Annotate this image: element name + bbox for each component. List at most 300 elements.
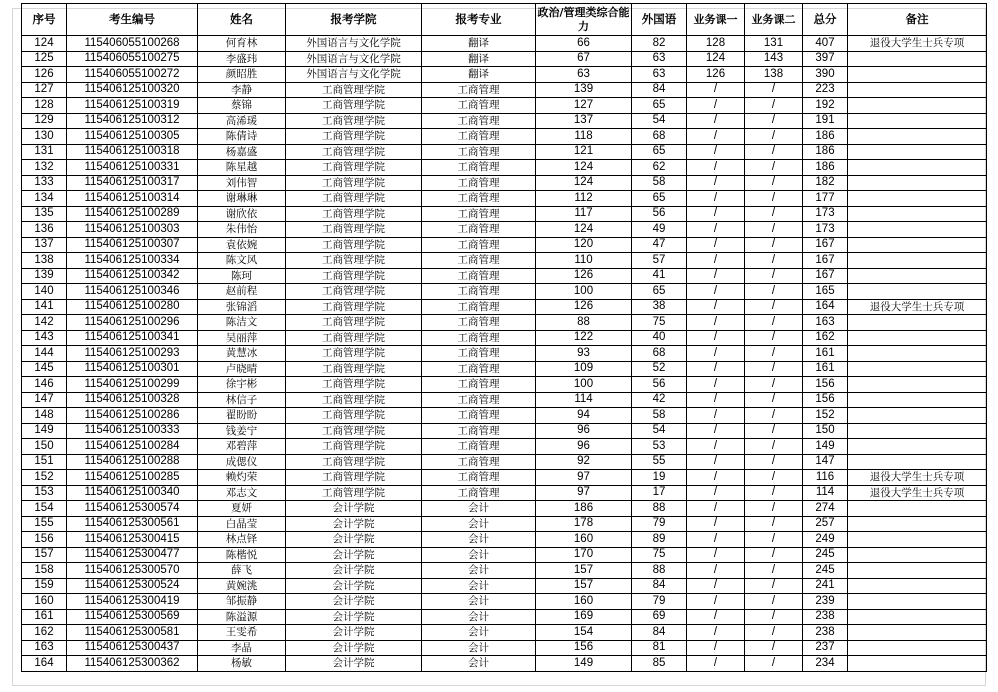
cell-college: 工商管理学院 (286, 82, 422, 98)
table-row (22, 129, 987, 145)
cell-course1: / (687, 594, 745, 610)
cell-course1: / (687, 361, 745, 377)
cell-major: 工商管理 (422, 82, 536, 98)
cell-course1: / (687, 485, 745, 501)
cell-total: 173 (803, 206, 848, 222)
cell-politics: 97 (536, 470, 632, 486)
cell-english: 65 (632, 144, 687, 160)
cell-total: 152 (803, 408, 848, 424)
table-row (22, 237, 987, 253)
cell-english: 84 (632, 578, 687, 594)
cell-college: 工商管理学院 (286, 423, 422, 439)
cell-seq: 142 (22, 315, 67, 331)
cell-politics: 122 (536, 330, 632, 346)
table-row (22, 656, 987, 672)
cell-politics: 66 (536, 36, 632, 52)
cell-major: 会计 (422, 501, 536, 517)
header-major: 报考专业 (422, 4, 536, 36)
cell-course2: / (745, 656, 803, 672)
cell-college: 外国语言与文化学院 (286, 36, 422, 52)
cell-college: 工商管理学院 (286, 346, 422, 362)
cell-course1: / (687, 113, 745, 129)
table-row (22, 144, 987, 160)
cell-name: 吴丽萍 (198, 330, 286, 346)
cell-english: 89 (632, 532, 687, 548)
cell-course2: / (745, 191, 803, 207)
cell-seq: 144 (22, 346, 67, 362)
cell-course1: / (687, 299, 745, 315)
cell-total: 162 (803, 330, 848, 346)
cell-note (848, 563, 987, 579)
cell-total: 161 (803, 361, 848, 377)
cell-course1: / (687, 129, 745, 145)
cell-english: 62 (632, 160, 687, 176)
cell-course1: / (687, 268, 745, 284)
cell-total: 192 (803, 98, 848, 114)
cell-note (848, 253, 987, 269)
cell-name: 夏妍 (198, 501, 286, 517)
cell-major: 工商管理 (422, 470, 536, 486)
cell-college: 工商管理学院 (286, 222, 422, 238)
cell-seq: 128 (22, 98, 67, 114)
cell-politics: 186 (536, 501, 632, 517)
cell-note (848, 408, 987, 424)
cell-seq: 159 (22, 578, 67, 594)
cell-name: 邓碧萍 (198, 439, 286, 455)
cell-english: 41 (632, 268, 687, 284)
cell-course1: / (687, 315, 745, 331)
cell-note (848, 656, 987, 672)
cell-college: 工商管理学院 (286, 98, 422, 114)
cell-major: 工商管理 (422, 330, 536, 346)
cell-course2: / (745, 516, 803, 532)
table-row (22, 377, 987, 393)
cell-name: 陈洁文 (198, 315, 286, 331)
cell-note (848, 315, 987, 331)
cell-college: 会计学院 (286, 563, 422, 579)
cell-course1: 128 (687, 36, 745, 52)
cell-college: 工商管理学院 (286, 253, 422, 269)
cell-note (848, 206, 987, 222)
cell-course1: / (687, 144, 745, 160)
cell-total: 238 (803, 625, 848, 641)
cell-course2: / (745, 408, 803, 424)
cell-name: 钱姜宁 (198, 423, 286, 439)
cell-politics: 156 (536, 640, 632, 656)
cell-seq: 143 (22, 330, 67, 346)
cell-candidate-id: 115406125300574 (67, 501, 198, 517)
cell-name: 赵前程 (198, 284, 286, 300)
cell-seq: 145 (22, 361, 67, 377)
cell-major: 工商管理 (422, 299, 536, 315)
cell-course2: / (745, 501, 803, 517)
cell-candidate-id: 115406125100331 (67, 160, 198, 176)
cell-note (848, 51, 987, 67)
cell-name: 陈倩诗 (198, 129, 286, 145)
cell-name: 白晶莹 (198, 516, 286, 532)
cell-major: 会计 (422, 563, 536, 579)
cell-politics: 110 (536, 253, 632, 269)
cell-course1: / (687, 547, 745, 563)
cell-total: 116 (803, 470, 848, 486)
table-row (22, 191, 987, 207)
cell-candidate-id: 115406125100288 (67, 454, 198, 470)
cell-course2: / (745, 268, 803, 284)
cell-major: 工商管理 (422, 315, 536, 331)
table-row (22, 82, 987, 98)
cell-candidate-id: 115406125100346 (67, 284, 198, 300)
table-row (22, 563, 987, 579)
cell-note (848, 594, 987, 610)
cell-total: 156 (803, 392, 848, 408)
cell-candidate-id: 115406125300415 (67, 532, 198, 548)
cell-total: 223 (803, 82, 848, 98)
cell-politics: 124 (536, 222, 632, 238)
cell-english: 65 (632, 284, 687, 300)
cell-seq: 155 (22, 516, 67, 532)
cell-course1: / (687, 563, 745, 579)
table-row (22, 578, 987, 594)
cell-total: 173 (803, 222, 848, 238)
cell-major: 工商管理 (422, 222, 536, 238)
cell-major: 工商管理 (422, 206, 536, 222)
cell-course2: / (745, 253, 803, 269)
cell-candidate-id: 115406125100328 (67, 392, 198, 408)
cell-course2: / (745, 222, 803, 238)
cell-english: 40 (632, 330, 687, 346)
cell-course2: / (745, 82, 803, 98)
cell-politics: 160 (536, 594, 632, 610)
cell-seq: 136 (22, 222, 67, 238)
cell-politics: 88 (536, 315, 632, 331)
cell-course2: / (745, 609, 803, 625)
cell-total: 114 (803, 485, 848, 501)
cell-candidate-id: 115406125300362 (67, 656, 198, 672)
cell-politics: 139 (536, 82, 632, 98)
cell-english: 58 (632, 408, 687, 424)
cell-course1: / (687, 578, 745, 594)
cell-english: 53 (632, 439, 687, 455)
cell-candidate-id: 115406125100299 (67, 377, 198, 393)
cell-major: 工商管理 (422, 253, 536, 269)
cell-note (848, 98, 987, 114)
cell-total: 156 (803, 377, 848, 393)
cell-course2: / (745, 485, 803, 501)
cell-seq: 125 (22, 51, 67, 67)
cell-total: 164 (803, 299, 848, 315)
cell-candidate-id: 115406125100320 (67, 82, 198, 98)
cell-major: 会计 (422, 594, 536, 610)
cell-english: 56 (632, 206, 687, 222)
cell-course1: / (687, 423, 745, 439)
cell-candidate-id: 115406125300524 (67, 578, 198, 594)
cell-course2: / (745, 160, 803, 176)
table-row (22, 423, 987, 439)
cell-politics: 126 (536, 268, 632, 284)
cell-candidate-id: 115406125100314 (67, 191, 198, 207)
cell-name: 朱伟怡 (198, 222, 286, 238)
cell-total: 150 (803, 423, 848, 439)
cell-major: 工商管理 (422, 160, 536, 176)
cell-major: 工商管理 (422, 454, 536, 470)
cell-english: 85 (632, 656, 687, 672)
cell-total: 237 (803, 640, 848, 656)
cell-course2: / (745, 377, 803, 393)
cell-major: 工商管理 (422, 361, 536, 377)
cell-note (848, 191, 987, 207)
cell-candidate-id: 115406125100303 (67, 222, 198, 238)
table-row (22, 36, 987, 52)
cell-course2: / (745, 439, 803, 455)
header-candidate-id: 考生编号 (67, 4, 198, 36)
cell-course1: / (687, 253, 745, 269)
cell-name: 陈珂 (198, 268, 286, 284)
cell-college: 外国语言与文化学院 (286, 51, 422, 67)
table-row (22, 454, 987, 470)
table-row (22, 532, 987, 548)
cell-name: 蔡锦 (198, 98, 286, 114)
cell-course1: / (687, 532, 745, 548)
cell-name: 陈楷悦 (198, 547, 286, 563)
cell-total: 163 (803, 315, 848, 331)
cell-english: 19 (632, 470, 687, 486)
cell-college: 会计学院 (286, 532, 422, 548)
cell-major: 工商管理 (422, 191, 536, 207)
cell-total: 234 (803, 656, 848, 672)
cell-total: 245 (803, 563, 848, 579)
cell-name: 黄慧冰 (198, 346, 286, 362)
table-row (22, 609, 987, 625)
cell-course2: / (745, 563, 803, 579)
header-politics: 政治/管理类综合能力 (536, 4, 632, 36)
cell-total: 191 (803, 113, 848, 129)
cell-english: 79 (632, 516, 687, 532)
cell-name: 高浠瑗 (198, 113, 286, 129)
cell-candidate-id: 115406125100342 (67, 268, 198, 284)
cell-course2: / (745, 547, 803, 563)
cell-total: 239 (803, 594, 848, 610)
table-row (22, 51, 987, 67)
cell-seq: 129 (22, 113, 67, 129)
table-row (22, 470, 987, 486)
cell-english: 88 (632, 563, 687, 579)
cell-english: 69 (632, 609, 687, 625)
table-row (22, 160, 987, 176)
cell-seq: 150 (22, 439, 67, 455)
cell-total: 167 (803, 253, 848, 269)
cell-note: 退役大学生士兵专项 (848, 485, 987, 501)
cell-major: 会计 (422, 547, 536, 563)
header-note: 备注 (848, 4, 987, 36)
cell-major: 会计 (422, 532, 536, 548)
cell-course2: / (745, 392, 803, 408)
cell-total: 182 (803, 175, 848, 191)
cell-seq: 164 (22, 656, 67, 672)
cell-major: 会计 (422, 609, 536, 625)
cell-total: 238 (803, 609, 848, 625)
cell-total: 161 (803, 346, 848, 362)
cell-name: 翟盼盼 (198, 408, 286, 424)
cell-total: 147 (803, 454, 848, 470)
cell-total: 186 (803, 160, 848, 176)
cell-college: 工商管理学院 (286, 206, 422, 222)
cell-politics: 126 (536, 299, 632, 315)
cell-college: 工商管理学院 (286, 392, 422, 408)
cell-seq: 157 (22, 547, 67, 563)
table-row (22, 206, 987, 222)
table-row (22, 98, 987, 114)
cell-name: 杨嘉盛 (198, 144, 286, 160)
cell-course1: / (687, 284, 745, 300)
cell-course1: / (687, 439, 745, 455)
cell-english: 56 (632, 377, 687, 393)
cell-candidate-id: 115406125100334 (67, 253, 198, 269)
cell-english: 42 (632, 392, 687, 408)
cell-candidate-id: 115406125100319 (67, 98, 198, 114)
cell-note (848, 237, 987, 253)
cell-note (848, 501, 987, 517)
cell-total: 257 (803, 516, 848, 532)
cell-name: 何育林 (198, 36, 286, 52)
cell-politics: 118 (536, 129, 632, 145)
cell-major: 工商管理 (422, 237, 536, 253)
cell-english: 57 (632, 253, 687, 269)
header-course1: 业务课一 (687, 4, 745, 36)
cell-note (848, 454, 987, 470)
cell-seq: 138 (22, 253, 67, 269)
cell-major: 工商管理 (422, 98, 536, 114)
cell-note (848, 144, 987, 160)
cell-course1: / (687, 408, 745, 424)
cell-major: 工商管理 (422, 129, 536, 145)
cell-college: 会计学院 (286, 516, 422, 532)
cell-note (848, 377, 987, 393)
table-row (22, 392, 987, 408)
cell-course1: / (687, 175, 745, 191)
cell-course1: / (687, 625, 745, 641)
cell-course2: / (745, 113, 803, 129)
cell-note (848, 222, 987, 238)
cell-seq: 139 (22, 268, 67, 284)
cell-name: 林点铎 (198, 532, 286, 548)
cell-note (848, 160, 987, 176)
cell-politics: 160 (536, 532, 632, 548)
cell-total: 241 (803, 578, 848, 594)
cell-course1: / (687, 640, 745, 656)
table-row (22, 253, 987, 269)
cell-name: 薛飞 (198, 563, 286, 579)
cell-college: 会计学院 (286, 656, 422, 672)
cell-note (848, 609, 987, 625)
table-row (22, 501, 987, 517)
cell-name: 谢欣依 (198, 206, 286, 222)
cell-course2: / (745, 175, 803, 191)
cell-candidate-id: 115406125100307 (67, 237, 198, 253)
cell-seq: 146 (22, 377, 67, 393)
cell-course1: / (687, 98, 745, 114)
cell-politics: 157 (536, 563, 632, 579)
cell-english: 55 (632, 454, 687, 470)
score-table (21, 3, 987, 672)
cell-english: 79 (632, 594, 687, 610)
table-row (22, 594, 987, 610)
cell-course2: 131 (745, 36, 803, 52)
cell-name: 李盛玮 (198, 51, 286, 67)
cell-politics: 92 (536, 454, 632, 470)
cell-college: 工商管理学院 (286, 439, 422, 455)
cell-college: 工商管理学院 (286, 160, 422, 176)
cell-note (848, 578, 987, 594)
cell-seq: 148 (22, 408, 67, 424)
cell-english: 54 (632, 423, 687, 439)
cell-college: 会计学院 (286, 625, 422, 641)
cell-major: 工商管理 (422, 408, 536, 424)
cell-course2: / (745, 454, 803, 470)
cell-seq: 163 (22, 640, 67, 656)
cell-name: 杨敏 (198, 656, 286, 672)
cell-course2: / (745, 98, 803, 114)
cell-major: 翻译 (422, 51, 536, 67)
cell-english: 75 (632, 547, 687, 563)
cell-total: 165 (803, 284, 848, 300)
cell-english: 81 (632, 640, 687, 656)
header-total: 总分 (803, 4, 848, 36)
cell-english: 68 (632, 346, 687, 362)
cell-college: 工商管理学院 (286, 144, 422, 160)
cell-name: 王雯希 (198, 625, 286, 641)
cell-college: 会计学院 (286, 501, 422, 517)
cell-major: 工商管理 (422, 377, 536, 393)
cell-seq: 131 (22, 144, 67, 160)
cell-politics: 117 (536, 206, 632, 222)
cell-college: 工商管理学院 (286, 408, 422, 424)
cell-college: 工商管理学院 (286, 470, 422, 486)
table-row (22, 67, 987, 83)
cell-note (848, 392, 987, 408)
cell-course1: / (687, 160, 745, 176)
cell-note: 退役大学生士兵专项 (848, 299, 987, 315)
cell-course1: / (687, 454, 745, 470)
cell-politics: 157 (536, 578, 632, 594)
cell-english: 65 (632, 98, 687, 114)
cell-course1: / (687, 470, 745, 486)
cell-course2: / (745, 299, 803, 315)
table-row (22, 222, 987, 238)
cell-name: 邓志文 (198, 485, 286, 501)
cell-candidate-id: 115406125100285 (67, 470, 198, 486)
cell-major: 工商管理 (422, 392, 536, 408)
cell-seq: 133 (22, 175, 67, 191)
cell-note (848, 532, 987, 548)
cell-major: 工商管理 (422, 284, 536, 300)
cell-politics: 127 (536, 98, 632, 114)
cell-note (848, 113, 987, 129)
cell-college: 会计学院 (286, 578, 422, 594)
cell-name: 李晶 (198, 640, 286, 656)
cell-candidate-id: 115406125300437 (67, 640, 198, 656)
cell-politics: 94 (536, 408, 632, 424)
cell-course2: / (745, 129, 803, 145)
cell-total: 249 (803, 532, 848, 548)
cell-seq: 135 (22, 206, 67, 222)
cell-course2: / (745, 532, 803, 548)
cell-name: 袁依婉 (198, 237, 286, 253)
cell-college: 工商管理学院 (286, 485, 422, 501)
cell-major: 工商管理 (422, 113, 536, 129)
cell-name: 邹振静 (198, 594, 286, 610)
cell-course2: / (745, 330, 803, 346)
cell-seq: 149 (22, 423, 67, 439)
